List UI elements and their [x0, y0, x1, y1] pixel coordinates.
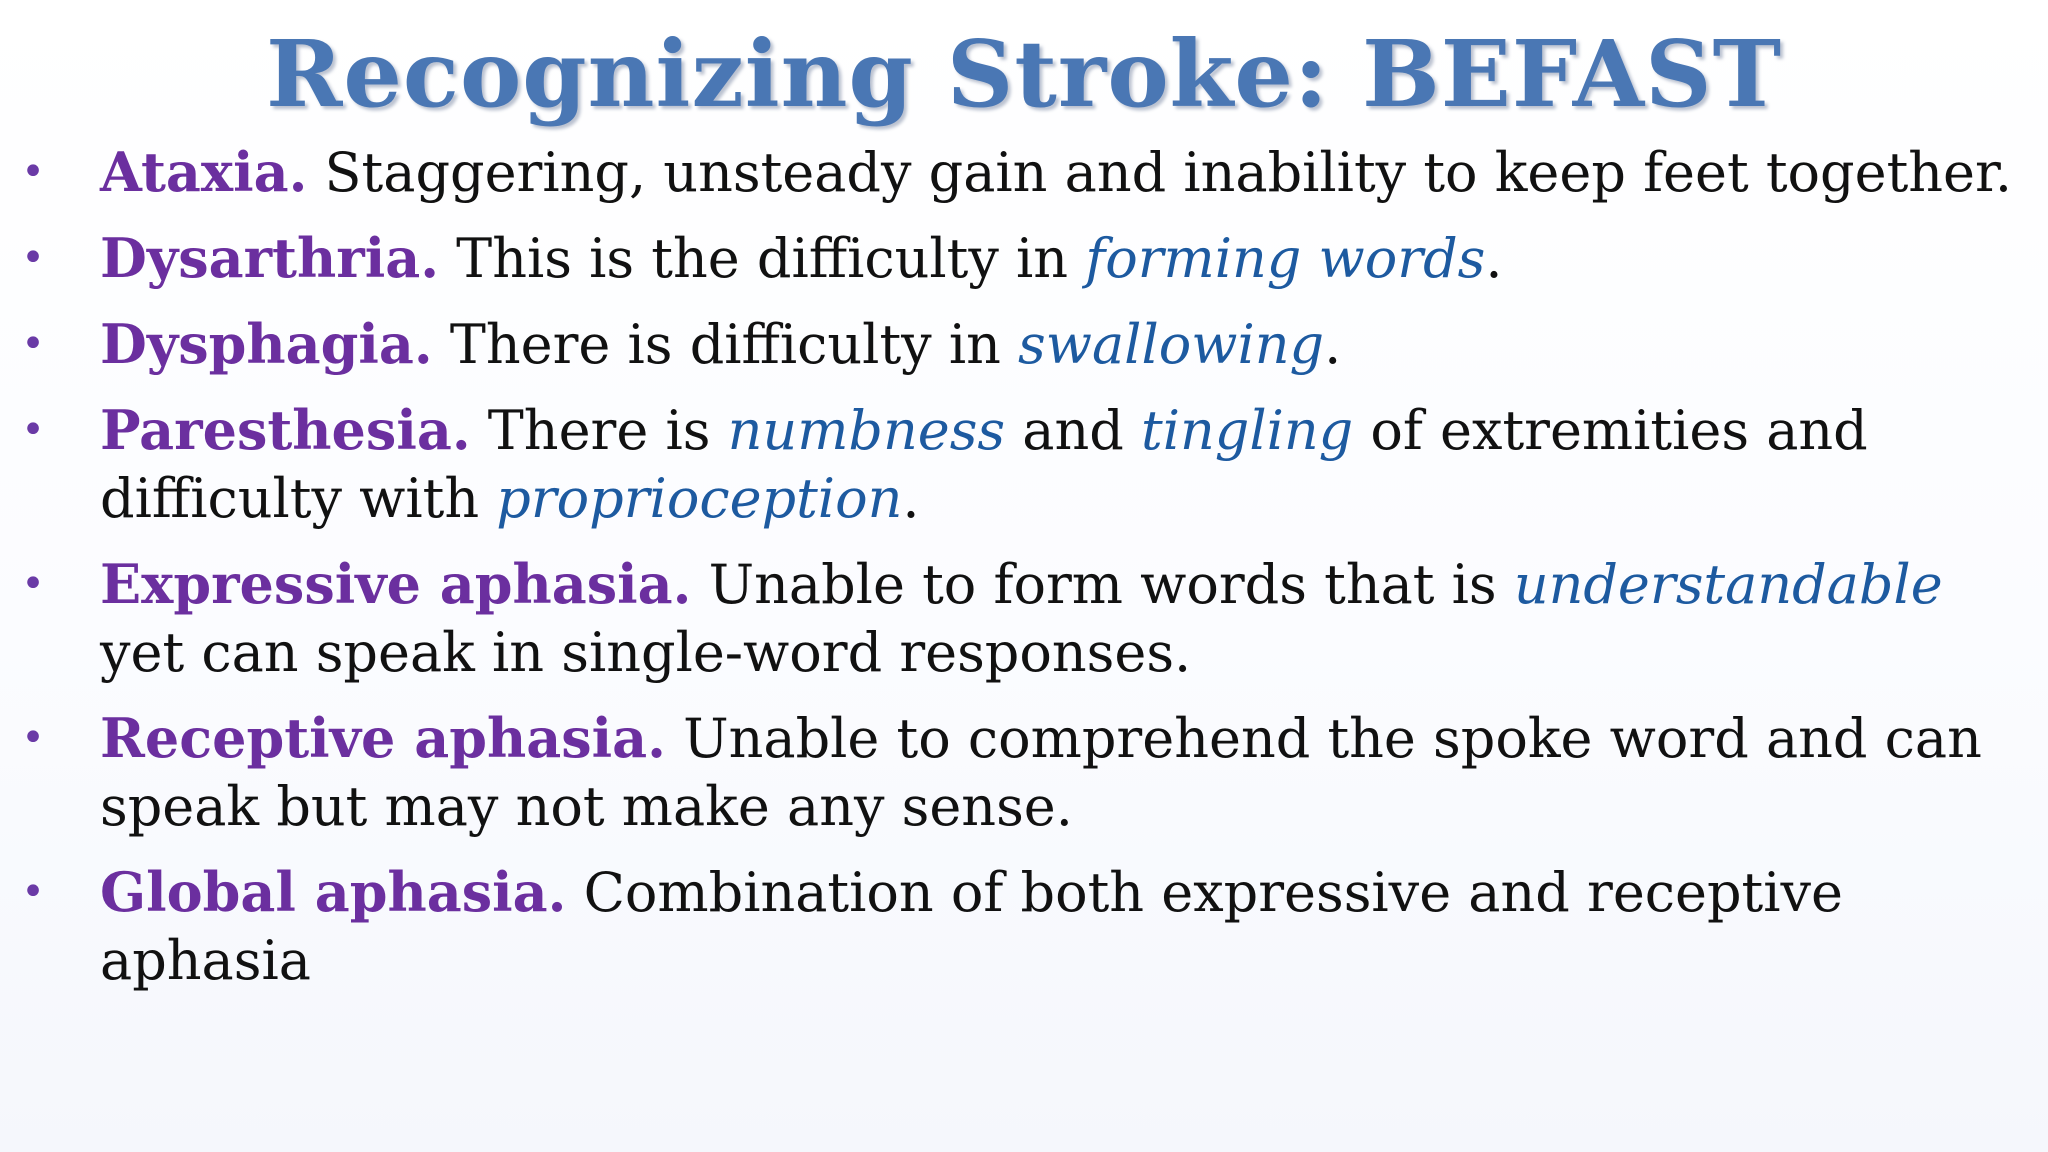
bullet-text: .: [1485, 227, 1503, 290]
slide-title: Recognizing Stroke: BEFAST: [265, 20, 1783, 128]
bullet-text: Unable to form words that is: [691, 553, 1514, 616]
bullet-term: Paresthesia.: [100, 398, 471, 462]
bullet-term: Global aphasia.: [100, 860, 567, 924]
bullet-text: Staggering, unsteady gain and inability to keep feet together.: [307, 141, 2013, 204]
bullet-point-icon: •: [21, 149, 45, 195]
bullet-item: [0, 138, 2048, 207]
emphasized-text: understandable: [1513, 553, 1943, 616]
bullet-term: Receptive aphasia.: [100, 706, 666, 770]
emphasized-text: forming words: [1085, 227, 1486, 290]
bullet-point-icon: •: [21, 407, 45, 453]
bullet-point-icon: •: [21, 561, 45, 607]
bullet-text: Combination of both expressive and receptive aphasia: [100, 861, 1843, 992]
bullet-item: [0, 550, 2048, 687]
emphasized-text: tingling: [1141, 399, 1354, 462]
bullet-point-icon: •: [21, 321, 45, 367]
bullet-text: Unable to comprehend the spoke word and can speak but may not make any sense.: [100, 707, 1982, 838]
bullet-text: There is: [470, 399, 728, 462]
bullet-point-icon: •: [21, 715, 45, 761]
emphasized-text: numbness: [727, 399, 1006, 462]
bullet-item: [0, 224, 2048, 293]
bullet-point-icon: •: [21, 869, 45, 915]
bullet-text: .: [1324, 313, 1342, 376]
bullet-text: and: [1005, 399, 1142, 462]
bullet-item: [0, 396, 2048, 533]
bullet-term: Dysarthria.: [100, 226, 440, 290]
bullet-term: Ataxia.: [100, 140, 308, 204]
bullet-list: [0, 138, 2048, 1012]
bullet-term: Expressive aphasia.: [100, 552, 692, 616]
bullet-item: [0, 858, 2048, 995]
bullet-text: There is difficulty in: [432, 313, 1019, 376]
bullet-item: [0, 310, 2048, 379]
emphasized-text: swallowing: [1018, 313, 1325, 376]
bullet-text: of extremities and difficulty with: [100, 399, 1868, 530]
bullet-text: This is the difficulty in: [439, 227, 1086, 290]
bullet-text: .: [902, 467, 920, 530]
bullet-point-icon: •: [21, 235, 45, 281]
bullet-term: Dysphagia.: [100, 312, 433, 376]
bullet-text: yet can speak in single-word responses.: [100, 621, 1192, 684]
bullet-item: [0, 704, 2048, 841]
emphasized-text: proprioception: [496, 467, 903, 530]
